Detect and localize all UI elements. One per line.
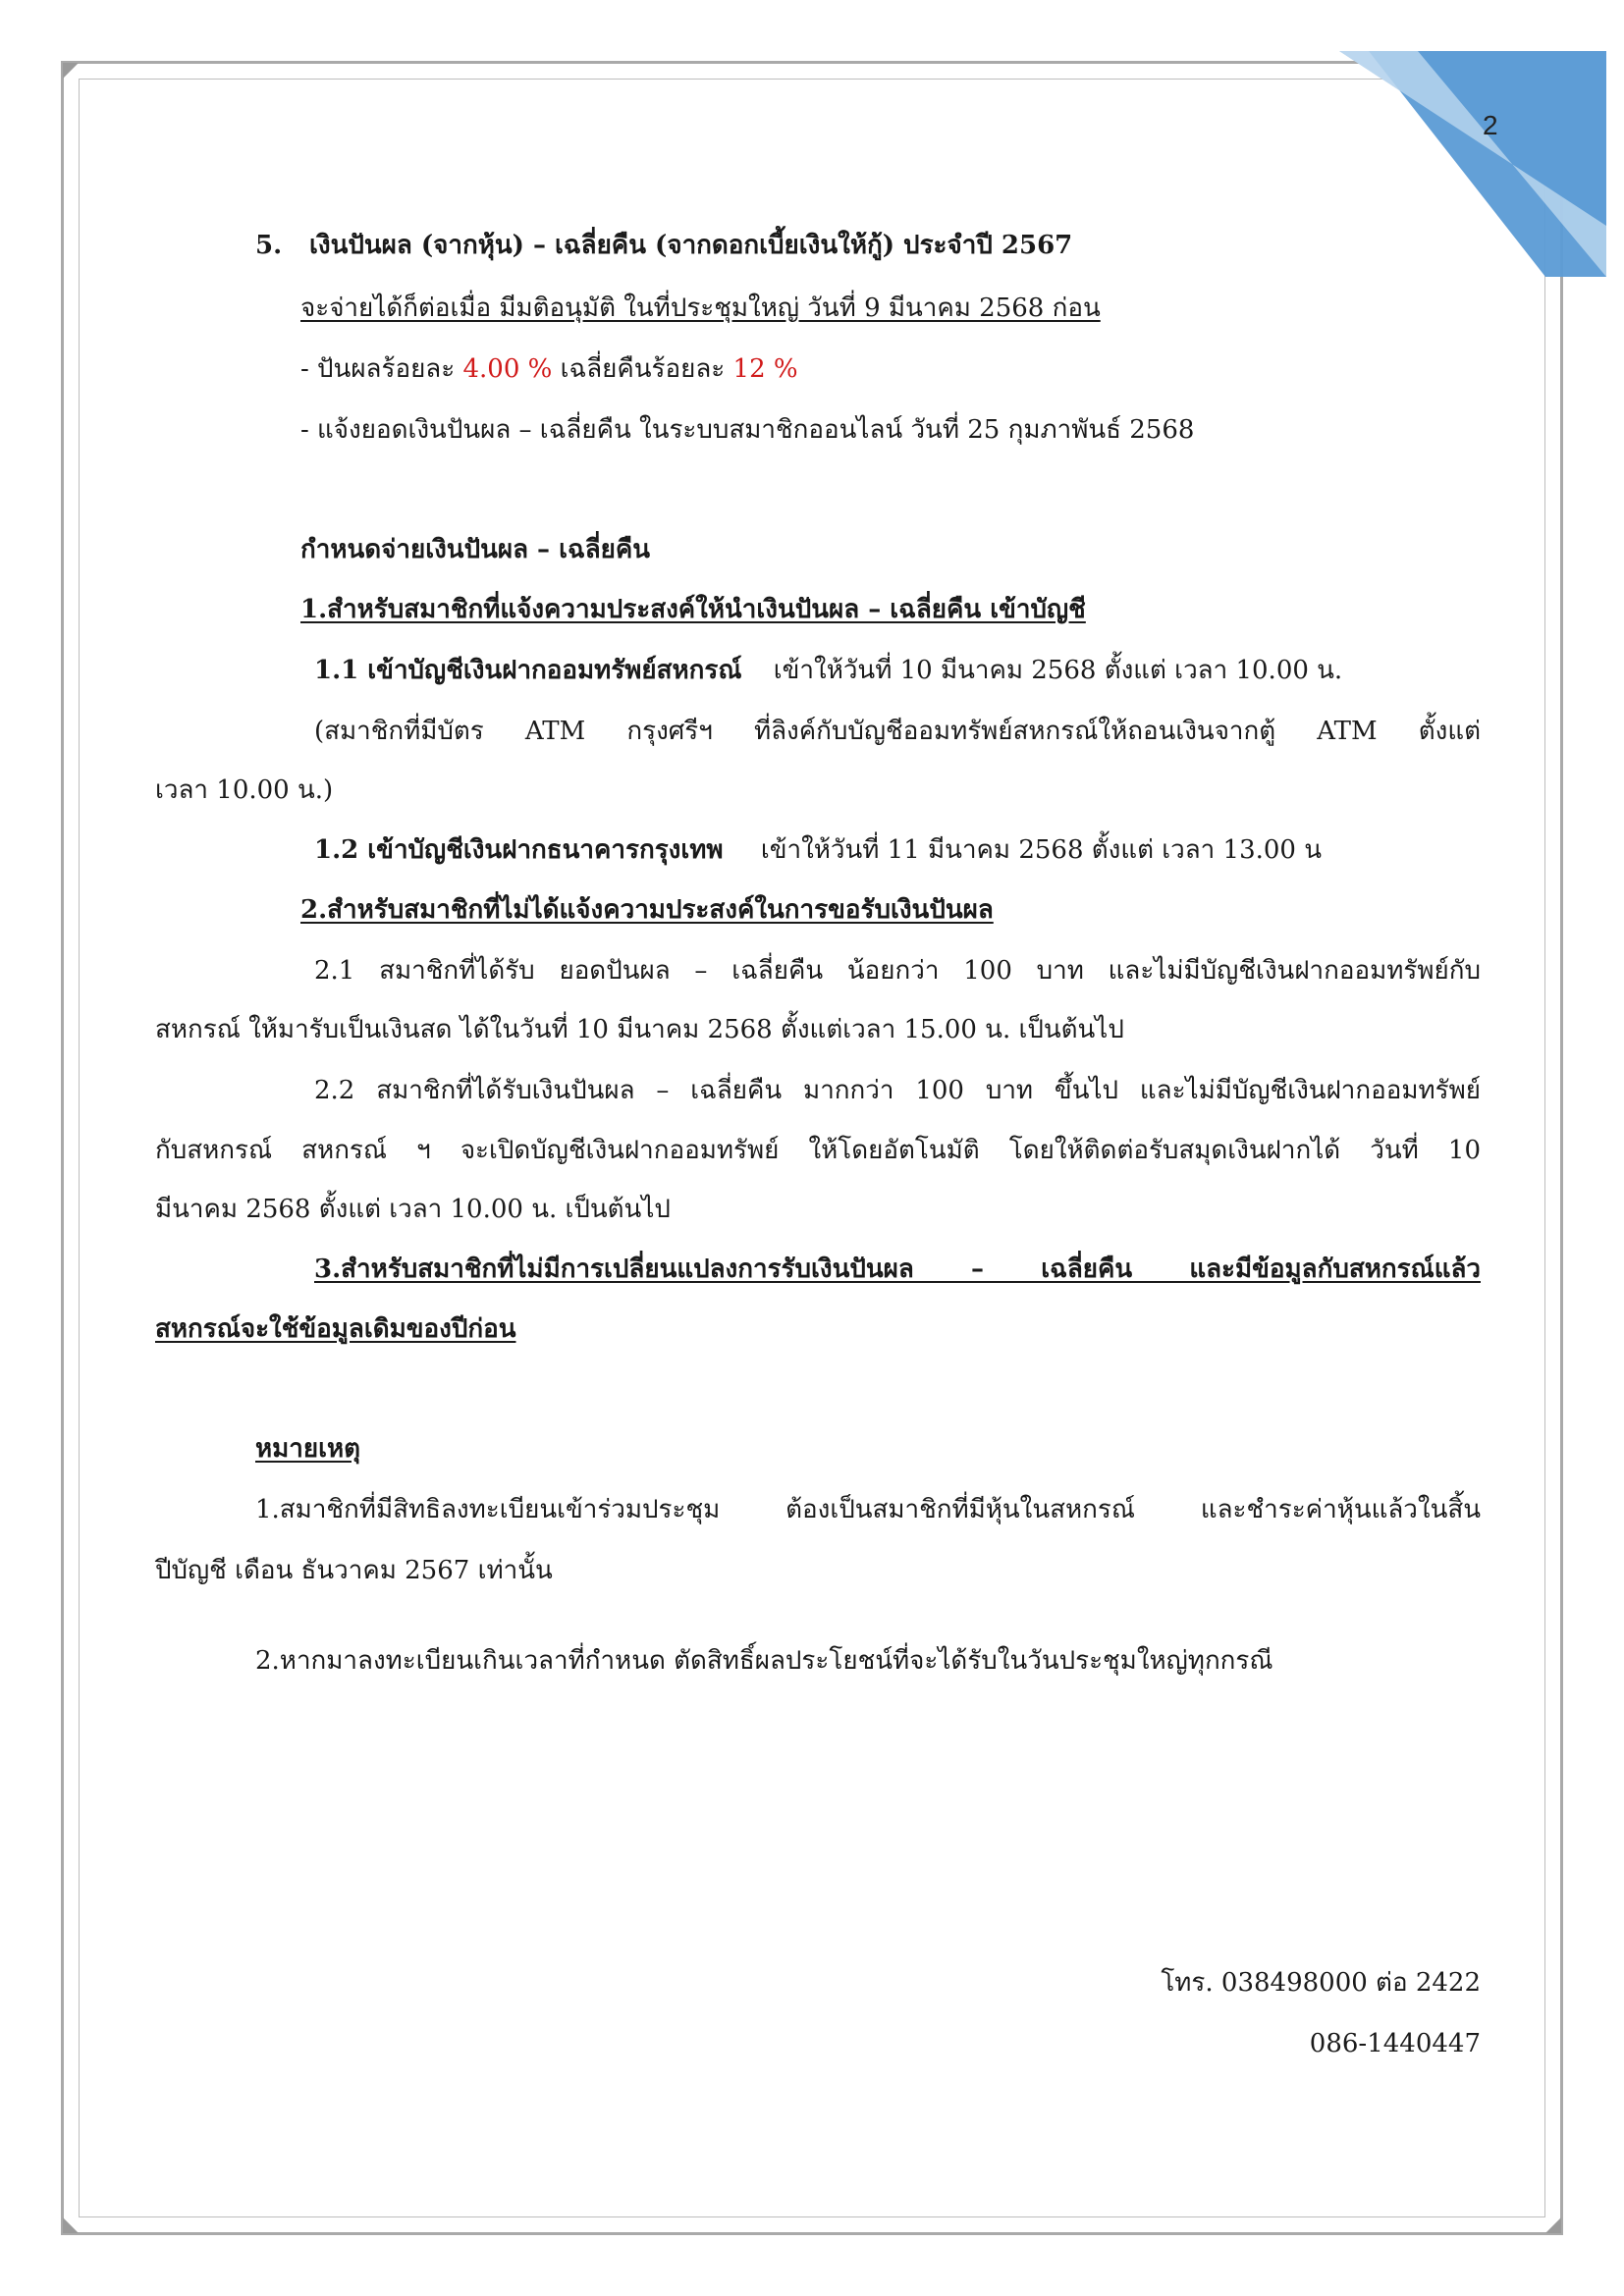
remark1-line1: 1.สมาชิกที่มีสิทธิลงทะเบียนเข้าร่วมประชุม ต้องเป็นสมาชิกที่มีหุ้นในสหกรณ์ และชำระค่าหุ้นแล้วในสิ้น <box>255 1495 1481 1524</box>
corner-ribbon <box>1300 0 1624 294</box>
frame-corner-top-left <box>63 63 79 79</box>
item3-line1: 3.สำหรับสมาชิกที่ไม่มีการเปลี่ยนแปลงการรับเงินปันผล – เฉลี่ยคืน และมีข้อมูลกับสหกรณ์แล้ว <box>314 1255 1481 1284</box>
online-notice: - แจ้งยอดเงินปันผล – เฉลี่ยคืน ในระบบสมาชิกออนไลน์ วันที่ 25 กุมภาพันธ์ 2568 <box>300 415 1195 445</box>
section-title: เงินปันผล (จากหุ้น) – เฉลี่ยคืน (จากดอกเบี้ยเงินให้กู้) ประจำปี 2567 <box>309 231 1073 260</box>
frame-corner-bottom-left <box>63 2217 79 2233</box>
schedule-heading: กำหนดจ่ายเงินปันผล – เฉลี่ยคืน <box>300 535 651 564</box>
item1-1-label: 1.1 เข้าบัญชีเงินฝากออมทรัพย์สหกรณ์ <box>314 656 742 685</box>
remarks-heading: หมายเหตุ <box>255 1434 361 1464</box>
item1-title: 1.สำหรับสมาชิกที่แจ้งความประสงค์ให้นำเงินปันผล – เฉลี่ยคืน เข้าบัญชี <box>300 595 1086 624</box>
remark1-line2: ปีบัญชี เดือน ธันวาคม 2567 เท่านั้น <box>155 1556 553 1585</box>
contact-mobile: 086-1440447 <box>1309 2029 1481 2058</box>
item1-1-line <box>314 653 1342 688</box>
item1-2-text: เข้าให้วันที่ 11 มีนาคม 2568 ตั้งแต่ เวลา 13.00 น <box>760 835 1323 865</box>
item2-title: 2.สำหรับสมาชิกที่ไม่ได้แจ้งความประสงค์ในการขอรับเงินปันผล <box>300 895 994 925</box>
item2-2-line1: 2.2 สมาชิกที่ได้รับเงินปันผล – เฉลี่ยคืน มากกว่า 100 บาท ขึ้นไป และไม่มีบัญชีเงินฝากออมทรัพย์ <box>314 1076 1481 1105</box>
item2-2-line3: มีนาคม 2568 ตั้งแต่ เวลา 10.00 น. เป็นต้นไป <box>155 1195 671 1224</box>
rate-middle: เฉลี่ยคืนร้อยละ <box>560 354 726 384</box>
page-number: 2 <box>1483 110 1498 140</box>
remark2: 2.หากมาลงทะเบียนเกินเวลาที่กำหนด ตัดสิทธิ์ผลประโยชน์ที่จะได้รับในวันประชุมใหญ่ทุกกรณี <box>255 1646 1273 1676</box>
item1-2-label: 1.2 เข้าบัญชีเงินฝากธนาคารกรุงเทพ <box>314 835 724 865</box>
section-number: 5. <box>255 231 283 260</box>
item1-2-line <box>314 832 1322 868</box>
dividend-rate: 4.00 % <box>462 354 553 384</box>
refund-rate: 12 % <box>732 354 798 384</box>
item2-1-line2: สหกรณ์ ให้มารับเป็นเงินสด ได้ในวันที่ 10 มีนาคม 2568 ตั้งแต่เวลา 15.00 น. เป็นต้นไป <box>155 1015 1124 1044</box>
item1-1-note-line2: เวลา 10.00 น.) <box>155 775 334 805</box>
contact-phone: โทร. 038498000 ต่อ 2422 <box>1161 1968 1481 1998</box>
frame-corner-bottom-right <box>1545 2217 1561 2233</box>
item2-2-line2: กับสหกรณ์ สหกรณ์ ฯ จะเปิดบัญชีเงินฝากออมทรัพย์ ให้โดยอัตโนมัติ โดยให้ติดต่อรับสมุดเงินฝากได้ วันที่ 10 <box>155 1136 1481 1165</box>
rate-line <box>300 351 798 387</box>
item2-1-line1: 2.1 สมาชิกที่ได้รับ ยอดปันผล – เฉลี่ยคืน น้อยกว่า 100 บาท และไม่มีบัญชีเงินฝากออมทรัพย์กับ <box>314 956 1481 986</box>
item3-line2: สหกรณ์จะใช้ข้อมูลเดิมของปีก่อน <box>155 1314 516 1344</box>
item1-1-text: เข้าให้วันที่ 10 มีนาคม 2568 ตั้งแต่ เวลา 10.00 น. <box>773 656 1343 685</box>
rate-prefix: - ปันผลร้อยละ <box>300 354 456 384</box>
item1-1-note-line1: (สมาชิกที่มีบัตร ATM กรุงศรีฯ ที่ลิงค์กับบัญชีออมทรัพย์สหกรณ์ให้ถอนเงินจากตู้ ATM ตั้งแต่ <box>314 717 1481 746</box>
approval-condition: จะจ่ายได้ก็ต่อเมื่อ มีมติอนุมัติ ในที่ประชุมใหญ่ วันที่ 9 มีนาคม 2568 ก่อน <box>300 294 1101 323</box>
